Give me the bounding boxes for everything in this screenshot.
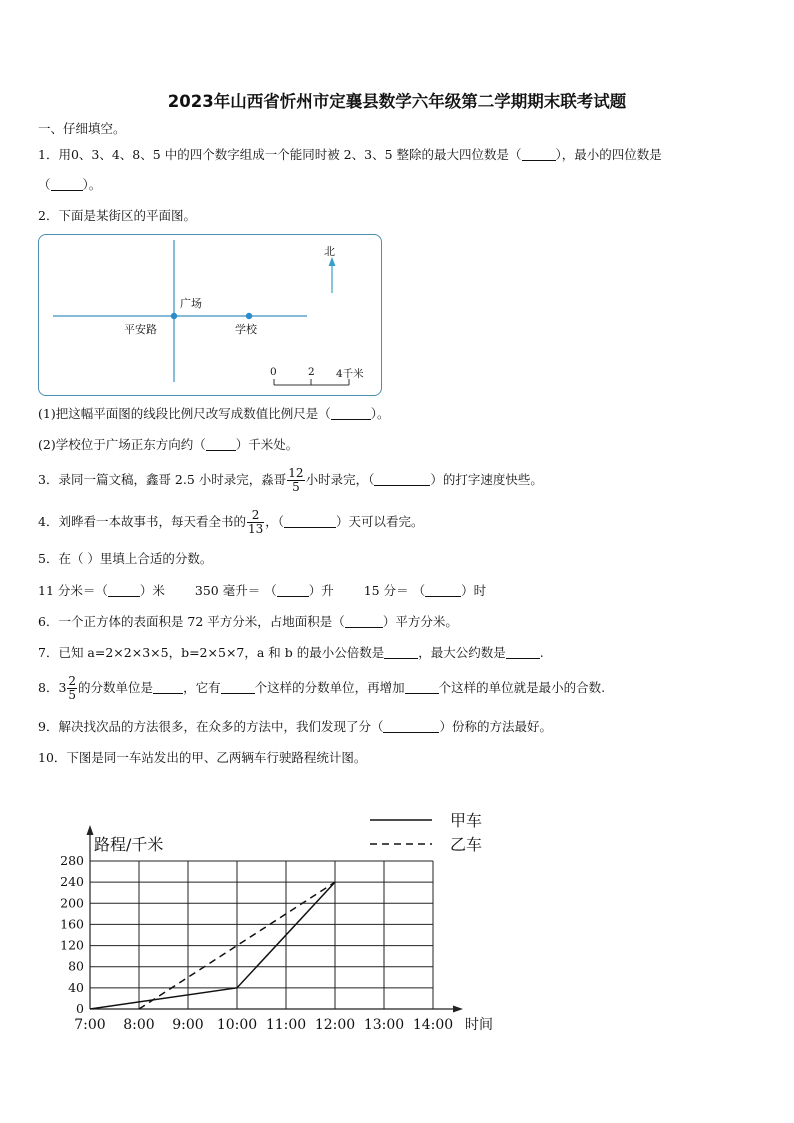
q7-text-b: ，最大公约数是 [418,645,506,660]
q2-sub1-a: (1)把这幅平面图的线段比例尺改写成数值比例尺是（ [38,406,331,421]
road-label: 平安路 [124,323,157,336]
q3-fraction-num: 12 [288,466,304,480]
q1-text-d: ）。 [82,177,102,192]
q4-text-c: ）天可以看完。 [336,514,424,529]
q6-blank[interactable] [345,615,383,628]
question-2-sub2 [38,437,298,453]
q3-text-a: 3．录同一篇文稿，鑫哥 2.5 小时录完，淼哥 [38,472,287,487]
q8-text-b: 的分数单位是 [78,680,154,695]
y-tick-label-7: 280 [60,853,84,868]
question-8 [38,670,605,706]
q4-blank[interactable] [284,515,336,528]
q8-fraction [67,675,77,702]
q1-text-b: ），最小的四位数是 [555,147,662,162]
q8-text-c: ，它有 [183,680,221,695]
x-tick-label-4: 11:00 [265,1017,307,1033]
x-tick-label-7: 14:00 [412,1017,454,1033]
legend-label-1: 乙车 [450,835,483,854]
q4-text-b: ，（ [265,514,285,529]
q6-text-b: ）平方分米。 [382,614,458,629]
question-2: 2．下面是某街区的平面图。 [38,208,196,223]
x-tick-label-5: 12:00 [314,1017,356,1033]
x-tick-label-2: 9:00 [172,1017,204,1033]
x-axis-arrow [453,1006,463,1013]
x-tick-label-3: 10:00 [216,1017,258,1033]
question-3 [38,462,543,498]
q5-p3-a: 15 分＝ （ [363,583,426,598]
q8-fraction-num: 2 [68,674,77,688]
question-5: 5．在（ ）里填上合适的分数。 [38,551,213,566]
distance-chart [0,800,794,1040]
x-tick-label-1: 8:00 [123,1017,155,1033]
section-heading: 一、仔细填空。 [38,121,126,136]
q5-p2-b: ）升 [308,583,334,598]
q8-blank-unit[interactable] [153,681,183,694]
y-axis-label: 路程/千米 [94,835,164,854]
q8-blank-add[interactable] [405,681,439,694]
y-axis-arrow [87,825,94,835]
scale-label-0: 0 [270,366,277,378]
q5-blank-3[interactable] [425,584,461,597]
q8-blank-count[interactable] [221,681,255,694]
q3-fraction-den: 5 [292,480,300,494]
school-label: 学校 [235,323,257,336]
question-5-parts [38,583,486,599]
question-1-cont [38,177,101,193]
q5-blank-2[interactable] [277,584,309,597]
question-6 [38,614,458,630]
q3-fraction [287,467,304,494]
q7-blank-gcd[interactable] [506,646,540,659]
y-tick-label-4: 160 [60,916,84,932]
q7-blank-lcm[interactable] [384,646,418,659]
question-7 [38,645,544,661]
plaza-label: 广场 [180,297,202,310]
q2-sub2-a: (2)学校位于广场正东方向约（ [38,437,206,452]
q3-text-c: ）的打字速度快些。 [430,472,543,487]
y-tick-label-6: 240 [60,874,84,890]
x-tick-label-6: 13:00 [363,1017,405,1033]
q3-blank[interactable] [374,473,430,486]
page-title: 2023年山西省忻州市定襄县数学六年级第二学期期末联考试题 [167,92,627,111]
q5-p3-b: ）时 [461,583,487,598]
q4-fraction-num: 2 [247,509,264,523]
q1-blank-min[interactable] [51,178,83,191]
question-1 [38,147,662,163]
school-marker [246,313,252,319]
q4-text-a: 4．刘晔看一本故事书，每天看全书的 [38,514,246,529]
q4-fraction [247,509,264,536]
q9-text-a: 9．解决找次品的方法很多，在众多的方法中，我们发现了分（ [38,719,384,734]
y-tick-label-1: 40 [68,979,84,995]
q6-text-a: 6．一个正方体的表面积是 72 平方分米，占地面积是（ [38,614,345,629]
street-map [38,234,382,396]
q1-blank-max[interactable] [522,148,556,161]
plaza-marker [171,313,177,319]
q2-blank-distance[interactable] [206,438,236,451]
question-9 [38,719,552,735]
scale-label-2: 2 [308,366,315,378]
q5-p2-a: 350 毫升＝ （ [194,583,277,598]
q8-fraction-den: 5 [68,688,77,702]
y-tick-label-0: 0 [76,1001,84,1016]
q2-blank-scale[interactable] [331,407,371,420]
q7-text-a: 7．已知 a=2×2×3×5，b=2×5×7，a 和 b 的最小公倍数是 [38,645,385,660]
q8-text-a: 8．3 [38,680,67,695]
q4-fraction-den: 13 [247,522,264,536]
north-label: 北 [324,245,335,258]
q8-text-e: 个这样的单位就是最小的合数. [438,680,606,695]
q9-blank[interactable] [383,720,439,733]
chart-svg [0,800,794,1040]
x-axis-label: 时间 [465,1017,493,1033]
scale-label-4: 4千米 [336,368,364,380]
x-tick-label-0: 7:00 [74,1017,106,1033]
q8-text-d: 个这样的分数单位，再增加 [254,680,405,695]
y-tick-label-3: 120 [60,937,84,953]
q2-sub2-b: ）千米处。 [235,437,299,452]
question-10: 10．下图是同一车站发出的甲、乙两辆车行驶路程统计图。 [38,750,367,765]
legend-label-0: 甲车 [450,811,483,830]
y-tick-label-5: 200 [60,895,84,911]
q9-text-b: ）份称的方法最好。 [439,719,552,734]
question-4 [38,504,424,540]
question-2-sub1 [38,406,389,422]
q3-text-b: 小时录完，（ [305,472,375,487]
q2-sub1-b: ）。 [370,406,390,421]
q1-text-a: 1．用0、3、4、8、5 中的四个数字组成一个能同时被 2、3、5 整除的最大四位数是（ [38,147,522,162]
q5-p1-a: 11 分米＝（ [38,583,108,598]
q5-blank-1[interactable] [108,584,140,597]
q7-text-c: . [539,645,544,660]
q5-p1-b: ）米 [139,583,165,598]
y-tick-label-2: 80 [68,958,84,974]
q1-text-c: （ [38,177,51,192]
